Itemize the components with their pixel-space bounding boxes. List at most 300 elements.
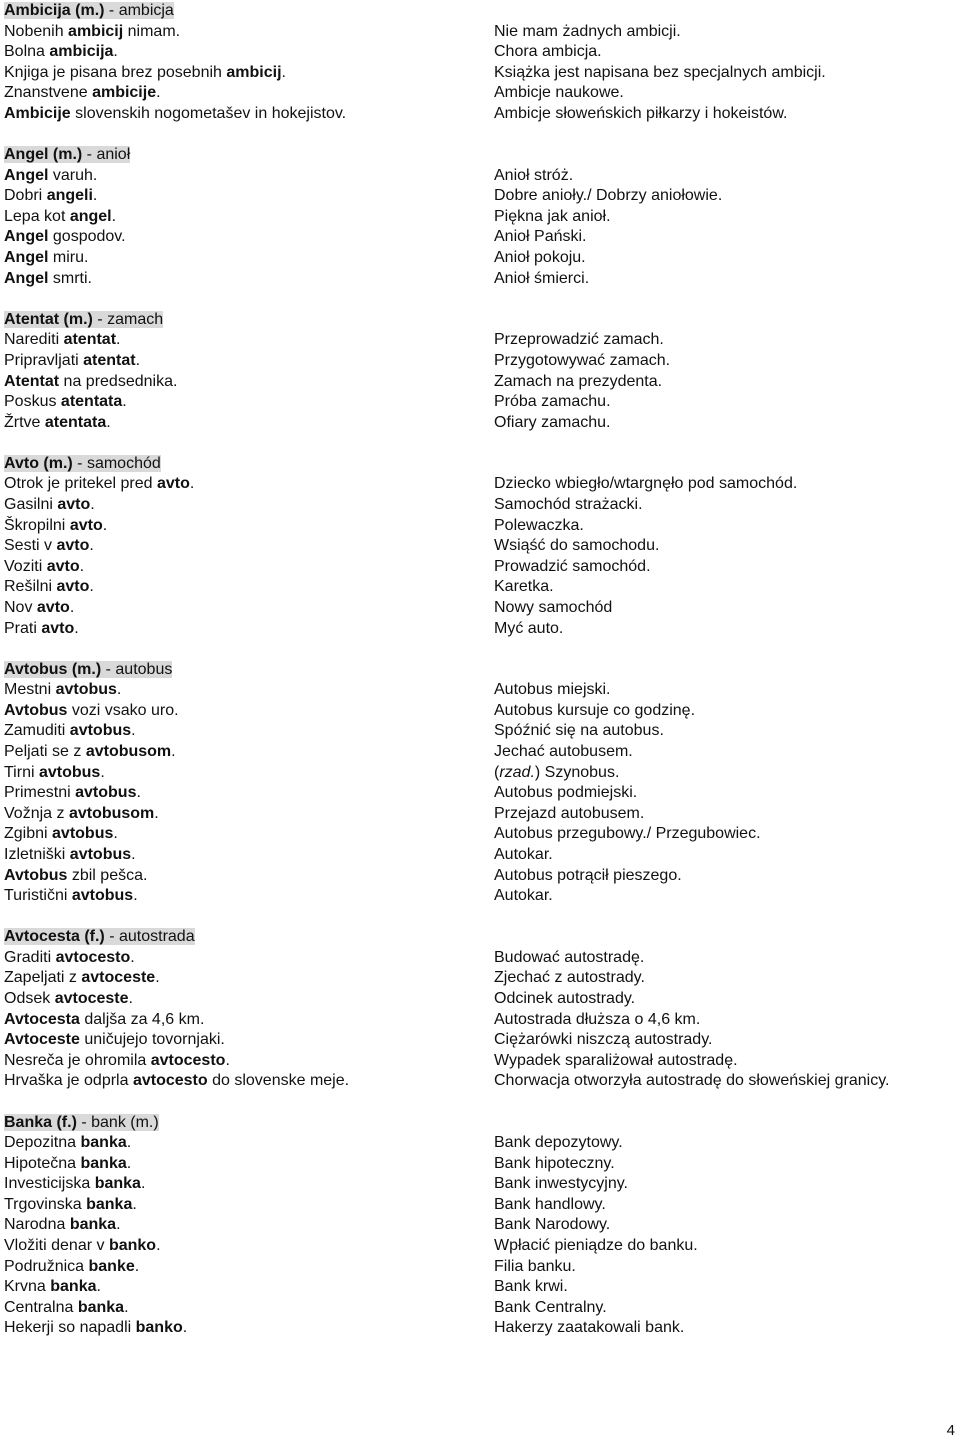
headword-translation: anioł xyxy=(96,146,131,164)
slovenian-example xyxy=(4,886,494,907)
polish-translation xyxy=(494,1030,940,1051)
text-segment: Krvna xyxy=(4,1278,51,1296)
slovenian-example xyxy=(4,227,494,248)
text-segment: . xyxy=(102,516,108,534)
entry-header xyxy=(4,1,954,22)
text-segment: Dziecko wbiegło/wtargnęło pod samochód. xyxy=(494,475,798,493)
headword-translation: autostrada xyxy=(118,928,195,946)
polish-translation xyxy=(494,701,940,722)
text-segment: Bolna xyxy=(4,43,50,61)
text-segment: Bank krwi. xyxy=(494,1278,568,1296)
text-segment: do slovenske meje. xyxy=(207,1072,350,1090)
example-row xyxy=(4,1154,954,1175)
slovenian-example xyxy=(4,598,494,619)
text-segment: . xyxy=(89,578,94,596)
example-row xyxy=(4,557,954,578)
polish-translation xyxy=(494,42,940,63)
example-row xyxy=(4,1215,954,1236)
example-row xyxy=(4,1257,954,1278)
text-segment: Turistični xyxy=(4,887,72,905)
example-row xyxy=(4,1051,954,1072)
text-segment: . xyxy=(106,413,111,431)
polish-translation xyxy=(494,824,940,845)
text-segment: Autokar. xyxy=(494,887,553,905)
slovenian-example xyxy=(4,804,494,825)
bold-segment: banka xyxy=(86,1195,133,1213)
text-segment: . xyxy=(92,187,98,205)
slovenian-example xyxy=(4,824,494,845)
example-row xyxy=(4,1071,954,1092)
bold-segment: Angel xyxy=(4,228,49,246)
slovenian-example xyxy=(4,104,494,125)
text-segment: Chorwacja otworzyła autostradę do słoweńskiej granicy. xyxy=(494,1072,890,1090)
slovenian-example xyxy=(4,989,494,1010)
text-segment: Zgibni xyxy=(4,825,53,843)
headword-highlight: Banka (f.) - bank (m.) xyxy=(4,1113,159,1131)
text-segment: Autobus podmiejski. xyxy=(494,784,638,802)
polish-translation xyxy=(494,495,940,516)
polish-translation xyxy=(494,104,940,125)
example-row xyxy=(4,372,954,393)
polish-translation xyxy=(494,721,940,742)
slovenian-example xyxy=(4,577,494,598)
example-row xyxy=(4,22,954,43)
polish-translation xyxy=(494,1174,940,1195)
example-row xyxy=(4,227,954,248)
slovenian-example xyxy=(4,1195,494,1216)
slovenian-example xyxy=(4,680,494,701)
example-row xyxy=(4,186,954,207)
dictionary-entry xyxy=(4,1,954,125)
bold-segment: Angel xyxy=(4,269,49,287)
text-segment: Bank handlowy. xyxy=(494,1195,606,1213)
text-segment: . xyxy=(116,331,121,349)
example-row xyxy=(4,392,954,413)
bold-segment: banka xyxy=(94,1175,141,1193)
text-segment: Przeprowadzić zamach. xyxy=(494,331,664,349)
example-row xyxy=(4,783,954,804)
example-row xyxy=(4,1133,954,1154)
text-segment: . xyxy=(132,1195,137,1213)
bold-segment: banko xyxy=(135,1319,183,1337)
text-segment: . xyxy=(131,722,136,740)
polish-translation xyxy=(494,516,940,537)
polish-translation xyxy=(494,227,940,248)
text-segment: . xyxy=(135,351,141,369)
bold-segment: avtoceste xyxy=(81,969,156,987)
text-segment: Gasilni xyxy=(4,495,58,513)
example-row xyxy=(4,248,954,269)
polish-translation xyxy=(494,474,940,495)
text-segment: Przygotowywać zamach. xyxy=(494,351,671,369)
slovenian-example xyxy=(4,248,494,269)
text-segment: Próba zamachu. xyxy=(494,393,611,411)
slovenian-example xyxy=(4,948,494,969)
slovenian-example xyxy=(4,783,494,804)
text-segment: Bank depozytowy. xyxy=(494,1134,623,1152)
slovenian-example xyxy=(4,207,494,228)
text-segment: Ambicje naukowe. xyxy=(494,84,624,102)
example-row xyxy=(4,207,954,228)
text-segment: Nowy samochód xyxy=(494,598,613,616)
text-segment: Anioł pokoju. xyxy=(494,249,586,267)
polish-translation xyxy=(494,598,940,619)
slovenian-example xyxy=(4,536,494,557)
bold-segment: avtocesto xyxy=(132,1072,208,1090)
headword-highlight: Angel (m.) - anioł xyxy=(4,146,131,164)
text-segment: . xyxy=(100,763,105,781)
example-row xyxy=(4,721,954,742)
slovenian-example xyxy=(4,721,494,742)
text-segment: . xyxy=(156,1237,161,1255)
dictionary-page xyxy=(4,1,954,1360)
slovenian-example xyxy=(4,1257,494,1278)
text-segment: . xyxy=(90,495,95,513)
polish-translation xyxy=(494,1257,940,1278)
text-segment: . xyxy=(155,969,160,987)
polish-translation xyxy=(494,783,940,804)
text-segment: daljša za 4,6 km. xyxy=(79,1010,205,1028)
slovenian-example xyxy=(4,63,494,84)
text-segment: na predsednika. xyxy=(59,372,178,390)
bold-segment: atentat xyxy=(83,351,136,369)
example-row xyxy=(4,763,954,784)
polish-translation xyxy=(494,186,940,207)
text-segment: . xyxy=(116,1216,121,1234)
text-segment: Škropilni xyxy=(4,516,70,534)
bold-segment: banka xyxy=(77,1298,125,1316)
example-row xyxy=(4,42,954,63)
headword: Ambicija (m.) xyxy=(4,2,105,19)
slovenian-example xyxy=(4,1051,494,1072)
text-segment: slovenskih nogometašev in hokejistov. xyxy=(70,104,347,122)
text-segment: Karetka. xyxy=(494,578,554,596)
text-segment: Pripravljati xyxy=(4,351,84,369)
text-segment: Znanstvene xyxy=(4,84,93,102)
polish-translation xyxy=(494,1154,940,1175)
bold-segment: avtocesto xyxy=(55,948,131,966)
text-segment: smrti. xyxy=(48,269,92,287)
polish-translation xyxy=(494,557,940,578)
text-segment: Poskus xyxy=(4,393,61,411)
text-segment: Ciężarówki niszczą autostrady. xyxy=(494,1031,713,1049)
headword-translation: samochód xyxy=(86,454,161,472)
bold-segment: ambicij xyxy=(226,63,282,81)
headword: Avtobus (m.) xyxy=(4,660,102,678)
slovenian-example xyxy=(4,845,494,866)
slovenian-example xyxy=(4,1215,494,1236)
bold-segment: avto xyxy=(69,516,103,534)
text-segment: Ambicje słoweńskich piłkarzy i hokeistów. xyxy=(494,104,788,122)
text-segment: Autokar. xyxy=(494,845,553,863)
text-segment: . xyxy=(130,948,135,966)
text-segment: Nov xyxy=(4,598,37,616)
text-segment: uničujejo tovornjaki. xyxy=(79,1031,225,1049)
polish-translation xyxy=(494,680,940,701)
slovenian-example xyxy=(4,968,494,989)
polish-translation xyxy=(494,804,940,825)
text-segment: ( xyxy=(494,763,500,781)
text-segment: Graditi xyxy=(4,948,56,966)
slovenian-example xyxy=(4,763,494,784)
text-segment: Przejazd autobusem. xyxy=(494,804,645,822)
text-segment: Autobus potrącił pieszego. xyxy=(494,866,682,884)
text-segment: Bank hipoteczny. xyxy=(494,1154,615,1172)
slovenian-example xyxy=(4,557,494,578)
text-segment: Anioł stróż. xyxy=(494,166,574,184)
bold-segment: banka xyxy=(80,1134,127,1152)
headword-highlight: Atentat (m.) - zamach xyxy=(4,310,164,328)
slovenian-example xyxy=(4,83,494,104)
slovenian-example xyxy=(4,166,494,187)
bold-segment: banke xyxy=(88,1257,135,1275)
example-row xyxy=(4,1277,954,1298)
dictionary-entry xyxy=(4,145,954,289)
example-row xyxy=(4,742,954,763)
headword: Banka (f.) xyxy=(4,1113,77,1131)
bold-segment: avto xyxy=(56,578,90,596)
text-segment: Hrvaška je odprla xyxy=(4,1072,133,1090)
polish-translation xyxy=(494,207,940,228)
text-segment: Zamuditi xyxy=(4,722,70,740)
bold-segment: avtobus xyxy=(71,887,134,905)
text-segment: Myć auto. xyxy=(494,619,564,637)
bold-segment: ambicija xyxy=(49,43,114,61)
bold-segment: ambicije xyxy=(92,84,157,102)
text-segment: Autostrada dłuższa o 4,6 km. xyxy=(494,1010,701,1028)
text-segment: Mestni xyxy=(4,681,56,699)
example-row xyxy=(4,680,954,701)
headword-highlight: Ambicija (m.) - ambicja xyxy=(4,2,174,19)
text-segment: . xyxy=(113,43,118,61)
polish-translation xyxy=(494,1010,940,1031)
text-segment: . xyxy=(131,845,136,863)
slovenian-example xyxy=(4,619,494,640)
slovenian-example xyxy=(4,495,494,516)
bold-segment: avto xyxy=(156,475,190,493)
text-segment: Chora ambicja. xyxy=(494,43,602,61)
italic-segment: rzad. xyxy=(499,763,535,781)
bold-segment: Ambicije xyxy=(4,104,71,122)
polish-translation xyxy=(494,1195,940,1216)
text-segment: . xyxy=(89,537,94,555)
bold-segment: avto xyxy=(46,557,80,575)
bold-segment: avto xyxy=(56,537,90,555)
text-segment: Spóźnić się na autobus. xyxy=(494,722,664,740)
bold-segment: avtobus xyxy=(69,722,132,740)
example-row xyxy=(4,804,954,825)
headword-translation: bank (m.) xyxy=(91,1113,159,1131)
bold-segment: banka xyxy=(50,1278,97,1296)
text-segment: Dobre anioły./ Dobrzy aniołowie. xyxy=(494,187,723,205)
text-segment: Zamach na prezydenta. xyxy=(494,372,663,390)
example-row xyxy=(4,269,954,290)
example-row xyxy=(4,1174,954,1195)
polish-translation xyxy=(494,1318,940,1339)
bold-segment: avto xyxy=(36,598,70,616)
example-row xyxy=(4,1030,954,1051)
text-segment: Tirni xyxy=(4,763,39,781)
slovenian-example xyxy=(4,42,494,63)
text-segment: . xyxy=(69,598,75,616)
bold-segment: angel xyxy=(69,207,112,225)
headword-translation: ambicja xyxy=(118,2,174,19)
text-segment: Lepa kot xyxy=(4,207,70,225)
example-row xyxy=(4,166,954,187)
bold-segment: ambicij xyxy=(68,22,124,40)
slovenian-example xyxy=(4,1277,494,1298)
text-segment: Budować autostradę. xyxy=(494,948,645,966)
slovenian-example xyxy=(4,330,494,351)
text-segment: zbil pešca. xyxy=(67,866,148,884)
text-segment: Depozitna xyxy=(4,1134,81,1152)
polish-translation xyxy=(494,330,940,351)
slovenian-example xyxy=(4,742,494,763)
text-segment: . xyxy=(136,784,141,802)
slovenian-example xyxy=(4,351,494,372)
text-segment: Prati xyxy=(4,619,42,637)
example-row xyxy=(4,413,954,434)
slovenian-example xyxy=(4,1010,494,1031)
bold-segment: angeli xyxy=(46,187,93,205)
bold-segment: Avtobus xyxy=(4,701,68,719)
dictionary-entry xyxy=(4,454,954,639)
headword-highlight: Avtocesta (f.) - autostrada xyxy=(4,928,195,946)
polish-translation xyxy=(494,619,940,640)
text-segment: Nobenih xyxy=(4,22,69,40)
text-segment: Piękna jak anioł. xyxy=(494,207,611,225)
polish-translation xyxy=(494,1051,940,1072)
text-segment: Anioł śmierci. xyxy=(494,269,590,287)
text-segment: . xyxy=(133,887,138,905)
text-segment: . xyxy=(74,619,79,637)
example-row xyxy=(4,1195,954,1216)
headword: Angel (m.) xyxy=(4,146,83,164)
polish-translation xyxy=(494,372,940,393)
bold-segment: avtobusom xyxy=(68,804,155,822)
polish-translation xyxy=(494,948,940,969)
dictionary-entry xyxy=(4,310,954,434)
slovenian-example xyxy=(4,1030,494,1051)
text-segment: . xyxy=(225,1051,230,1069)
bold-segment: banka xyxy=(80,1154,127,1172)
example-row xyxy=(4,63,954,84)
dictionary-entry xyxy=(4,660,954,907)
text-segment: Odcinek autostrady. xyxy=(494,990,636,1008)
example-row xyxy=(4,1236,954,1257)
text-segment: Podružnica xyxy=(4,1257,89,1275)
text-segment: Hipotečna xyxy=(4,1154,81,1172)
text-segment: . xyxy=(281,63,286,81)
bold-segment: avto xyxy=(57,495,91,513)
slovenian-example xyxy=(4,701,494,722)
bold-segment: avtocesto xyxy=(150,1051,226,1069)
text-segment: . xyxy=(126,1154,132,1172)
bold-segment: atentata xyxy=(60,393,123,411)
headword: Atentat (m.) xyxy=(4,310,93,328)
text-segment: Wypadek sparaliżował autostradę. xyxy=(494,1051,738,1069)
text-segment: . xyxy=(182,1319,188,1337)
text-segment: . xyxy=(128,990,133,1008)
text-segment: Vožnja z xyxy=(4,804,69,822)
text-segment: Hakerzy zaatakowali bank. xyxy=(494,1319,685,1337)
text-segment: Polewaczka. xyxy=(494,516,584,534)
polish-translation xyxy=(494,577,940,598)
headword: Avtocesta (f.) xyxy=(4,928,105,946)
headword-translation: autobus xyxy=(115,660,173,678)
example-row xyxy=(4,1318,954,1339)
polish-translation xyxy=(494,269,940,290)
example-row xyxy=(4,948,954,969)
text-segment: Wsiąść do samochodu. xyxy=(494,537,660,555)
example-row xyxy=(4,1298,954,1319)
example-row xyxy=(4,83,954,104)
text-segment: . xyxy=(79,557,85,575)
text-segment: . xyxy=(134,1257,140,1275)
bold-segment: avtobusom xyxy=(85,743,172,760)
entry-header xyxy=(4,145,954,166)
polish-translation xyxy=(494,1298,940,1319)
text-segment: Zapeljati z xyxy=(4,969,82,987)
text-segment: . xyxy=(156,84,161,102)
polish-translation xyxy=(494,22,940,43)
text-segment: . xyxy=(140,1175,146,1193)
bold-segment: avtobus xyxy=(75,784,137,802)
text-segment: Peljati se z xyxy=(4,743,86,760)
text-segment: . xyxy=(171,743,176,760)
polish-translation xyxy=(494,413,940,434)
text-segment: nimam. xyxy=(123,22,181,40)
entry-header xyxy=(4,310,954,331)
text-segment: Žrtve xyxy=(4,413,45,431)
text-segment: Otrok je pritekel pred xyxy=(4,475,157,493)
example-row xyxy=(4,701,954,722)
bold-segment: avtobus xyxy=(38,763,101,781)
text-segment: Autobus przegubowy./ Przegubowiec. xyxy=(494,825,761,843)
slovenian-example xyxy=(4,1174,494,1195)
text-segment: Ofiary zamachu. xyxy=(494,413,611,431)
example-row xyxy=(4,866,954,887)
text-segment: Nie mam żadnych ambicji. xyxy=(494,22,681,40)
polish-translation xyxy=(494,166,940,187)
polish-translation xyxy=(494,763,940,784)
text-segment: Jechać autobusem. xyxy=(494,743,633,760)
bold-segment: avtobus xyxy=(69,845,132,863)
bold-segment: avtobus xyxy=(55,681,117,699)
text-segment: Narodna xyxy=(4,1216,70,1234)
text-segment: ) Szynobus. xyxy=(534,763,620,781)
polish-translation xyxy=(494,392,940,413)
polish-translation xyxy=(494,83,940,104)
page-number: 4 xyxy=(946,1422,955,1439)
entry-header xyxy=(4,927,954,948)
bold-segment: avto xyxy=(41,619,75,637)
text-segment: . xyxy=(113,825,118,843)
text-segment: . xyxy=(96,1278,101,1296)
text-segment: Narediti xyxy=(4,331,64,349)
text-segment: miru. xyxy=(48,249,89,267)
text-segment: Hekerji so napadli xyxy=(4,1319,136,1337)
headword-highlight: Avto (m.) - samochód xyxy=(4,454,161,472)
entries-list xyxy=(4,1,954,1339)
bold-segment: Avtocesta xyxy=(4,1010,80,1028)
example-row xyxy=(4,495,954,516)
text-segment: Izletniški xyxy=(4,845,70,863)
text-segment: Autobus kursuje co godzinę. xyxy=(494,701,696,719)
slovenian-example xyxy=(4,413,494,434)
dictionary-entry xyxy=(4,927,954,1092)
text-segment: . xyxy=(111,207,117,225)
